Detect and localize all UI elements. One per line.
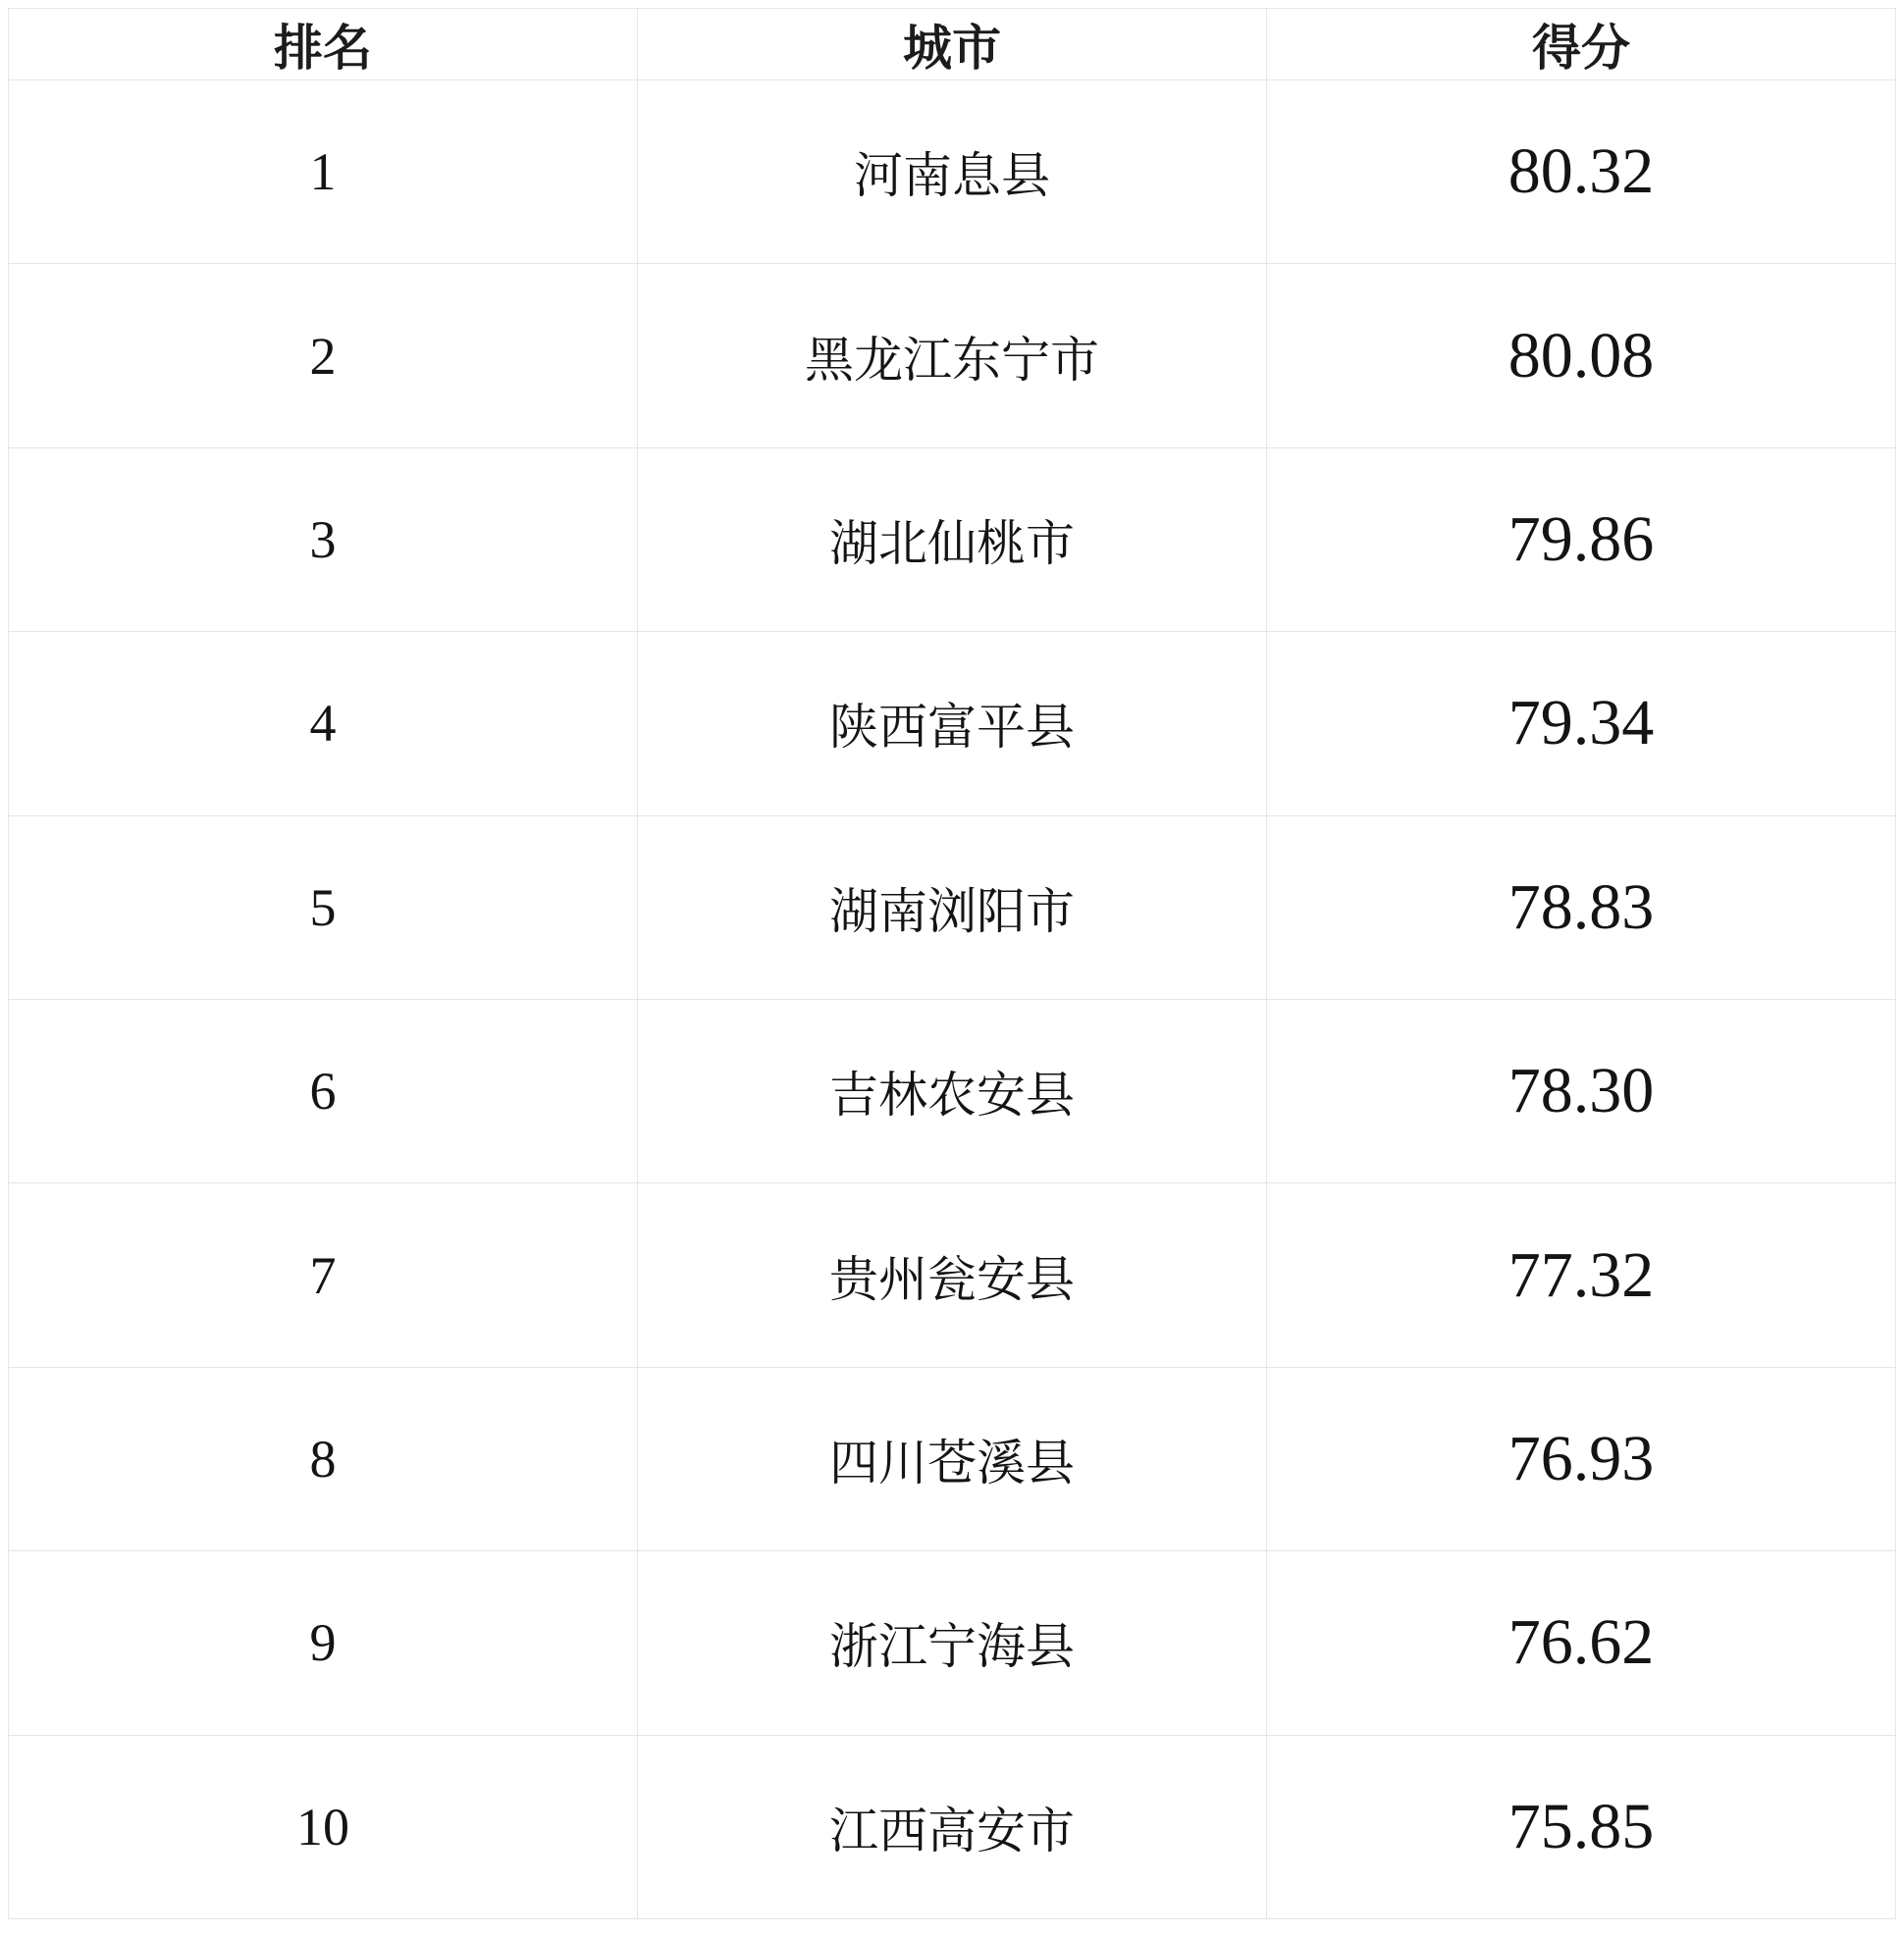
table-row bbox=[9, 1183, 1896, 1367]
header-city: 城市 bbox=[638, 9, 1267, 80]
rank-cell: 6 bbox=[9, 999, 638, 1182]
table-row bbox=[9, 80, 1896, 264]
rank-cell: 8 bbox=[9, 1367, 638, 1550]
city-cell: 吉林农安县 bbox=[638, 999, 1267, 1182]
score-cell: 78.30 bbox=[1267, 999, 1896, 1182]
table-body bbox=[9, 80, 1896, 1919]
table-row bbox=[9, 1735, 1896, 1918]
score-cell: 75.85 bbox=[1267, 1735, 1896, 1918]
table-row bbox=[9, 815, 1896, 999]
rank-cell: 4 bbox=[9, 632, 638, 815]
score-cell: 80.08 bbox=[1267, 264, 1896, 447]
ranking-table bbox=[8, 8, 1896, 1919]
table-row bbox=[9, 632, 1896, 815]
city-cell: 浙江宁海县 bbox=[638, 1551, 1267, 1735]
rank-cell: 7 bbox=[9, 1183, 638, 1367]
score-cell: 76.62 bbox=[1267, 1551, 1896, 1735]
rank-cell: 10 bbox=[9, 1735, 638, 1918]
score-cell: 79.34 bbox=[1267, 632, 1896, 815]
score-cell: 77.32 bbox=[1267, 1183, 1896, 1367]
rank-cell: 3 bbox=[9, 447, 638, 631]
city-cell: 贵州瓮安县 bbox=[638, 1183, 1267, 1367]
city-cell: 黑龙江东宁市 bbox=[638, 264, 1267, 447]
score-cell: 80.32 bbox=[1267, 80, 1896, 264]
table-row bbox=[9, 999, 1896, 1182]
city-cell: 湖南浏阳市 bbox=[638, 815, 1267, 999]
header-row bbox=[9, 9, 1896, 80]
table-row bbox=[9, 1551, 1896, 1735]
city-cell: 陕西富平县 bbox=[638, 632, 1267, 815]
city-cell: 河南息县 bbox=[638, 80, 1267, 264]
table-row bbox=[9, 264, 1896, 447]
score-cell: 78.83 bbox=[1267, 815, 1896, 999]
city-cell: 湖北仙桃市 bbox=[638, 447, 1267, 631]
rank-cell: 5 bbox=[9, 815, 638, 999]
score-cell: 79.86 bbox=[1267, 447, 1896, 631]
rank-cell: 9 bbox=[9, 1551, 638, 1735]
table-row bbox=[9, 1367, 1896, 1550]
table-header bbox=[9, 9, 1896, 80]
header-score: 得分 bbox=[1267, 9, 1896, 80]
score-cell: 76.93 bbox=[1267, 1367, 1896, 1550]
city-cell: 四川苍溪县 bbox=[638, 1367, 1267, 1550]
table-row bbox=[9, 447, 1896, 631]
rank-cell: 1 bbox=[9, 80, 638, 264]
rank-cell: 2 bbox=[9, 264, 638, 447]
city-cell: 江西高安市 bbox=[638, 1735, 1267, 1918]
header-rank: 排名 bbox=[9, 9, 638, 80]
